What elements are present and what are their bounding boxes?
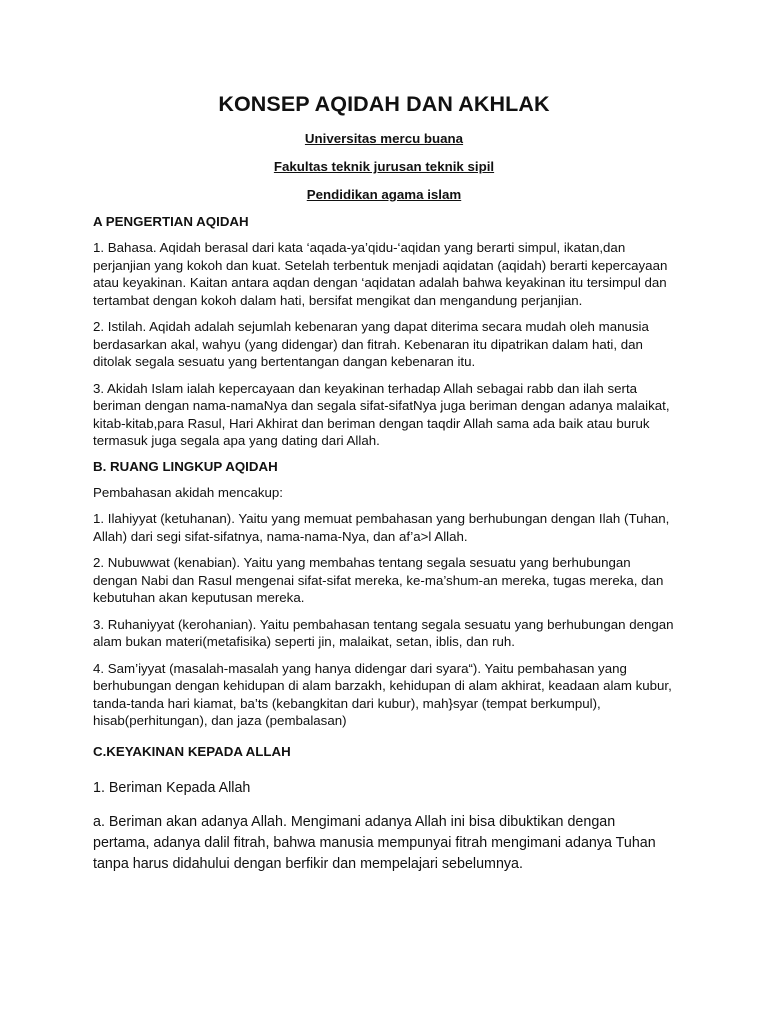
section-a-paragraph: 2. Istilah. Aqidah adalah sejumlah kebenaran yang dapat diterima secara mudah oleh manusia berdasarkan akal, wahyu (yang didengar) dan fitrah. Kebenaran itu dipatrikan dalam hati, dan ditolak segala sesuatu yang bertentangan dangan kebenaran itu. bbox=[93, 319, 649, 369]
section-b-heading: B. RUANG LINGKUP AQIDAH bbox=[93, 458, 278, 474]
section-b-paragraph: Pembahasan akidah mencakup: bbox=[93, 484, 283, 500]
section-c-subheading: 1. Beriman Kepada Allah bbox=[93, 779, 251, 796]
section-a-heading: A PENGERTIAN AQIDAH bbox=[93, 214, 249, 229]
faculty-name: Fakultas teknik jurusan teknik sipil bbox=[273, 159, 495, 174]
section-c-heading: C.KEYAKINAN KEPADA ALLAH bbox=[93, 743, 291, 759]
section-b-paragraph: 4. Sam’iyyat (masalah-masalah yang hanya didengar dari syara“). Yaitu pembahasan yang berhubungan dengan kehidupan di alam barzakh, kehidupan di alam akhirat, keadaan alam kubur, tanda-tanda hari kiamat, ba’ts (kebangkitan dari kubur), mah}syar (tempat berkumpul), hisab(perhitungan), dan jaza (pembalasan) bbox=[93, 660, 672, 728]
section-a-paragraph: 1. Bahasa. Aqidah berasal dari kata ‘aqada-ya’qidu-‘aqidan yang berarti simpul, ikatan,dan perjanjian yang kokoh dan kuat. Setelah terbentuk menjadi aqidatan (aqidah) berarti kepercayaan atau keyakinan. Kaitan antara aqdan dengan ‘aqidatan adalah bahwa keyakinan itu tersimpul dan tertambat dengan kokoh dalam hati, bersifat mengikat dan mengandung perjanjian. bbox=[93, 240, 668, 308]
section-b-paragraph: 1. Ilahiyyat (ketuhanan). Yaitu yang memuat pembahasan yang berhubungan dengan Ilah (Tuhan, Allah) dari segi sifat-sifatnya, nama-nama-Nya, dan af’a>l Allah. bbox=[93, 511, 670, 544]
course-name: Pendidikan agama islam bbox=[306, 187, 462, 202]
section-b-paragraph: 2. Nubuwwat (kenabian). Yaitu yang membahas tentang segala sesuatu yang berhubungan dengan Nabi dan Rasul mengenai sifat-sifat mereka, ke-ma’shum-an mereka, tugas mereka, dan kebutuhan akan keputusan mereka. bbox=[93, 555, 664, 605]
section-a-paragraph: 3. Akidah Islam ialah kepercayaan dan keyakinan terhadap Allah sebagai rabb dan ilah serta beriman dengan nama-namaNya dan segala sifat-sifatNya juga beriman dengan adanya malaikat, kitab-kitab,para Rasul, Hari Akhirat dan beriman dengan taqdir Allah sama ada baik atau buruk termasuk juga segala apa yang dating dari Allah. bbox=[93, 380, 670, 448]
section-b-paragraph: 3. Ruhaniyyat (kerohanian). Yaitu pembahasan tentang segala sesuatu yang berhubungan dengan alam bukan materi(metafisika) seperti jin, malaikat, setan, iblis, dan ruh. bbox=[93, 616, 674, 649]
university-name: Universitas mercu buana bbox=[304, 131, 464, 146]
document-title: KONSEP AQIDAH DAN AKHLAK bbox=[218, 92, 550, 116]
section-c-paragraph: a. Beriman akan adanya Allah. Mengimani adanya Allah ini bisa dibuktikan dengan pertama, adanya dalil fitrah, bahwa manusia mempunyai fitrah mengimani adanya Tuhan tanpa harus didahului dengan berfikir dan mempelajari sebelumnya. bbox=[93, 814, 656, 872]
